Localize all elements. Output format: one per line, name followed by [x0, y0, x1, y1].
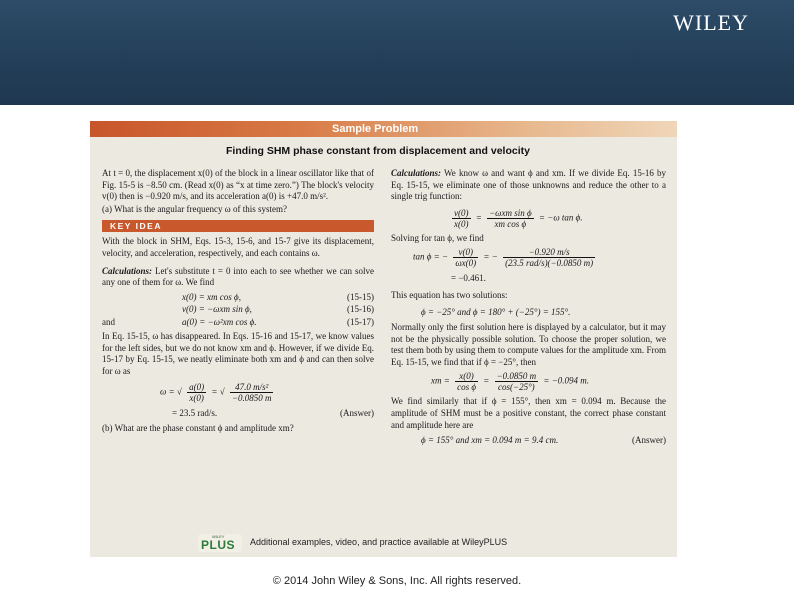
banner-title: Sample Problem: [332, 123, 419, 135]
key-idea-label: KEY IDEA: [110, 221, 162, 232]
equation-row: v(0) = −ωxm sin ϕ, (15-16): [182, 304, 374, 315]
calc-text-left: Let's substitute t = 0 into each to see whether we can solve any one of them for ω. We find: [102, 265, 375, 288]
amplitude-equation: xm = $\frac{x(0)}{\text{cos ϕ}}$ = $\frac{-0.0850 m}{\cos(-25^\circ)}$ = −0.094 m.: [431, 371, 590, 393]
key-idea-bar: [102, 220, 374, 232]
equation-row: and a(0) = −ω²xm cos ϕ. (15-17): [102, 316, 374, 327]
key-idea-text: With the block in SHM, Eqs. 15-3, 15-6, and 15-7 give its displacement, velocity, and acceleration, respectively, and each contains ω.: [102, 236, 374, 258]
omega-result-row: [102, 407, 374, 419]
question-a: (a) What is the angular frequency ω of this system?: [102, 203, 287, 214]
question-b: (b) What are the phase constant ϕ and amplitude xm?: [102, 422, 294, 433]
equation-row: x(0) = xm cos ϕ, (15-15): [182, 291, 374, 302]
sample-problem-panel: [90, 121, 677, 557]
right-column: [391, 168, 666, 446]
answer-label: (Answer): [340, 407, 374, 418]
omega-equation: ω = √ $\frac{a(0)}{x(0)}$ = √ $\frac{\text{47.0 m/s²}}{-0.0850 m}$: [160, 381, 272, 403]
solving-text: Solving for tan ϕ, we find: [391, 232, 484, 243]
wiley-logo: WILEY: [673, 10, 749, 35]
final-answer: ϕ = 155° and xm = 0.094 m = 9.4 cm.: [421, 435, 559, 446]
ratio-equation: $\frac{v(0)}{x(0)}$ = $\frac{\text{−ωxm sin ϕ}}{\text{xm cos ϕ}}$ = −ω tan ϕ.: [454, 207, 583, 229]
intro-text: At t = 0, the displacement x(0) of the block in a linear oscillator like that of Fig. 15-5 is −8.50 cm. (Read x(0) as “x at time zero.”) The block's velocity v(0) then is −0.920 m/s, and its acceleration a(0) is +47.0 m/s².: [102, 168, 374, 202]
copyright-footer: © 2014 John Wiley & Sons, Inc. All rights reserved.: [272, 575, 522, 587]
paragraph-normally: Normally only the first solution here is displayed by a calculator, but it may not be the physically possible solution. To choose the proper solution, we test them both by using them to compute values for the amplitude xm. From Eq. 15-15, we find that if ϕ = −25°, then: [391, 321, 666, 367]
calc-label-right: Calculations:: [391, 168, 442, 178]
paragraph-similarly: We find similarly that if ϕ = 155°, then xm = 0.094 m. Because the amplitude of SHM must be a positive constant, the correct phase constant and amplitude here are: [391, 396, 666, 430]
omega-fraction-2: $\frac{\text{47.0 m/s²}}{-0.0850 m}$: [231, 381, 272, 403]
calc-label-left: Calculations:: [102, 265, 153, 276]
calc-paragraph-left: [102, 266, 374, 289]
wileyplus-bar: [198, 532, 658, 554]
calc-text-right: We know ω and want ϕ and xm. If we divide Eq. 15-16 by Eq. 15-15, we eliminate one of those unknowns and reduce the other to a single trig function:: [391, 168, 666, 202]
equation-list: [102, 291, 374, 329]
final-answer-row: [391, 434, 666, 446]
omega-result: = 23.5 rad/s.: [172, 407, 218, 418]
calc-paragraph-right: [391, 168, 666, 203]
wileyplus-logo[interactable]: WILEY PLUS: [198, 534, 242, 552]
paragraph-eliminate: In Eq. 15-15, ω has disappeared. In Eqs. 15-16 and 15-17, we know values for the left sides, but we do not know xm and ϕ. However, if we divide Eq. 15-17 by Eq. 15-15, we neatly eliminate both xm and ϕ and can then solve for ω as: [102, 331, 374, 377]
tan-result: = −0.461.: [451, 273, 486, 284]
tan-equation: tan ϕ = − $\frac{v(0)}{\omega x(0)}$ = − $\frac{-0.920 m/s}{\text{(23.5 rad/s)(−0.0850 m)}}$: [413, 247, 594, 269]
sample-problem-banner: [90, 121, 677, 137]
problem-subtitle: Finding SHM phase constant from displacement and velocity: [226, 145, 530, 157]
solutions-line: ϕ = −25° and ϕ = 180° + (−25°) = 155°.: [421, 306, 571, 317]
wileyplus-link[interactable]: Additional examples, video, and practice available at WileyPLUS: [250, 537, 508, 547]
two-solutions-text: This equation has two solutions:: [391, 290, 508, 301]
answer-label-right: (Answer): [632, 435, 666, 446]
omega-fraction-1: $\frac{a(0)}{x(0)}$: [189, 381, 205, 403]
left-column: [102, 168, 374, 434]
slide-header: [0, 0, 794, 105]
